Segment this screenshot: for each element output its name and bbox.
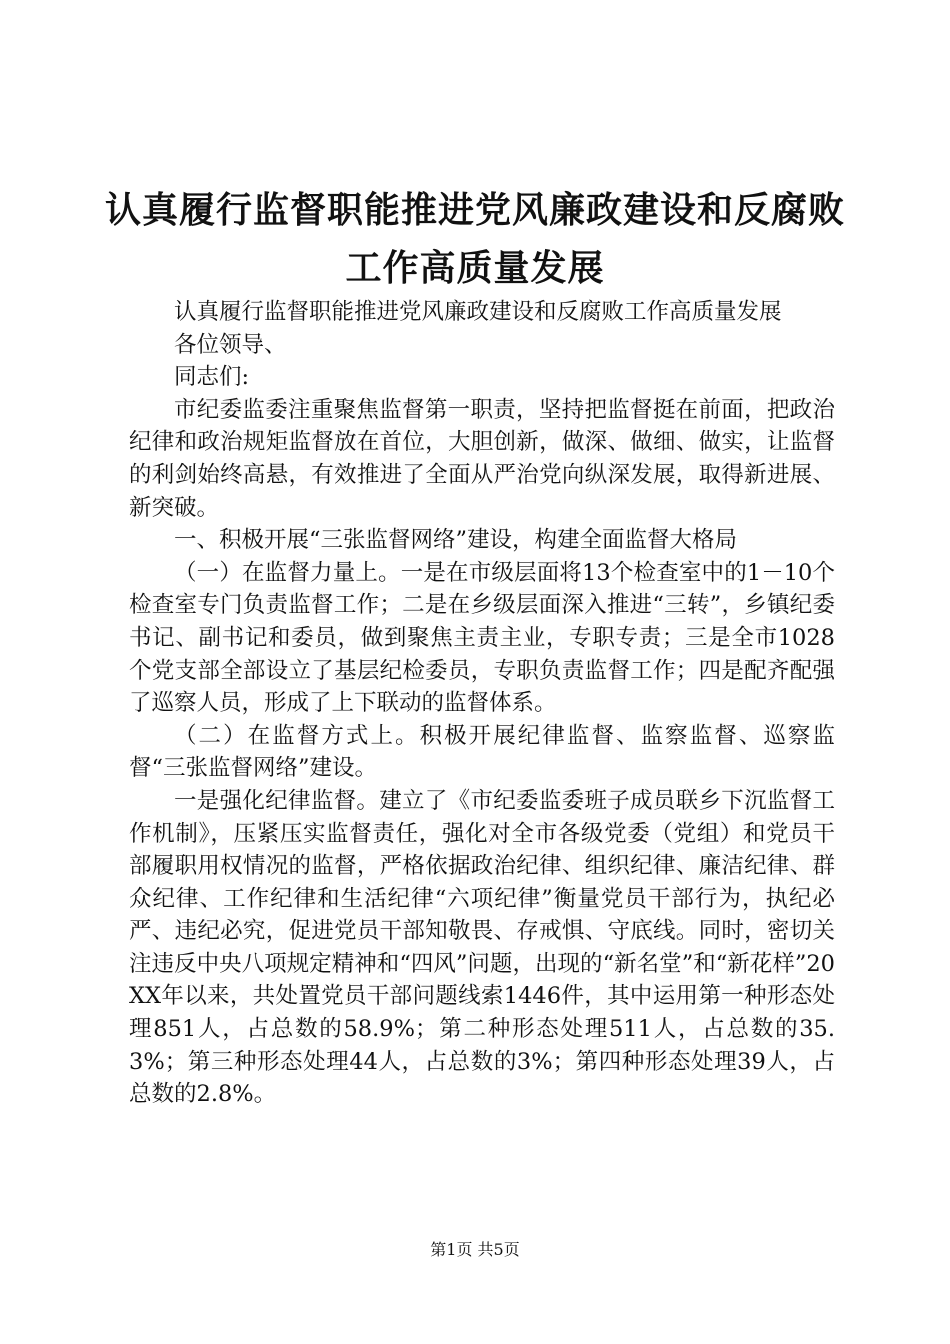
section-heading-1: 一、积极开展“三张监督网络”建设，构建全面监督大格局 <box>174 527 738 554</box>
document-body <box>129 296 835 1111</box>
paragraph-title-repeat: 认真履行监督职能推进党风廉政建设和反腐败工作高质量发展 <box>174 299 782 325</box>
paragraph-salutation-comrades: 同志们: <box>174 364 250 391</box>
page-footer: 第1页 共5页 <box>430 1240 520 1259</box>
paragraph-supervision-method: （二）在监督方式上。积极开展纪律监督、监察监督、巡察监督“三张监督网络”建设。 <box>129 722 835 782</box>
paragraph-supervision-force: （一）在监督力量上。一是在市级层面将13个检查室中的1－10个检查室专门负责监督工作；二是在乡级层面深入推进“三转”，乡镇纪委书记、副书记和委员，做到聚焦主责主业，专职专责；三是全市1028个党支部全部设立了基层纪检委员，专职负责监督工作；四是配齐配强了巡察人员，形成了上下联动的监督体系。 <box>129 559 835 717</box>
paragraph-intro: 市纪委监委注重聚焦监督第一职责，坚持把监督挺在前面，把政治纪律和政治规矩监督放在首位，大胆创新，做深、做细、做实，让监督的利剑始终高悬，有效推进了全面从严治党向纵深发展，取得新进展、新突破。 <box>129 396 835 521</box>
document-title-line1: 认真履行监督职能推进党风廉政建设和反腐败 <box>104 189 845 231</box>
document-title-line2: 工作高质量发展 <box>345 247 605 289</box>
paragraph-salutation-leaders: 各位领导、 <box>174 331 287 358</box>
paragraph-discipline-supervision: 一是强化纪律监督。建立了《市纪委监委班子成员联乡下沉监督工作机制》，压紧压实监督责任，强化对全市各级党委（党组）和党员干部履职用权情况的监督，严格依据政治纪律、组织纪律、廉洁纪律、群众纪律、工作纪律和生活纪律“六项纪律”衡量党员干部行为，执纪必严、违纪必究，促进党员干部知敬畏、存戒惧、守底线。同时，密切关注违反中央八项规定精神和“四风”问题，出现的“新名堂”和“新花样”20XX年以来，共处置党员干部问题线索1446件，其中运用第一种形态处理851人，占总数的58.9%；第二种形态处理511人，占总数的35.3%；第三种形态处理44人，占总数的3%；第四种形态处理39人，占总数的2.8%。 <box>129 787 835 1108</box>
